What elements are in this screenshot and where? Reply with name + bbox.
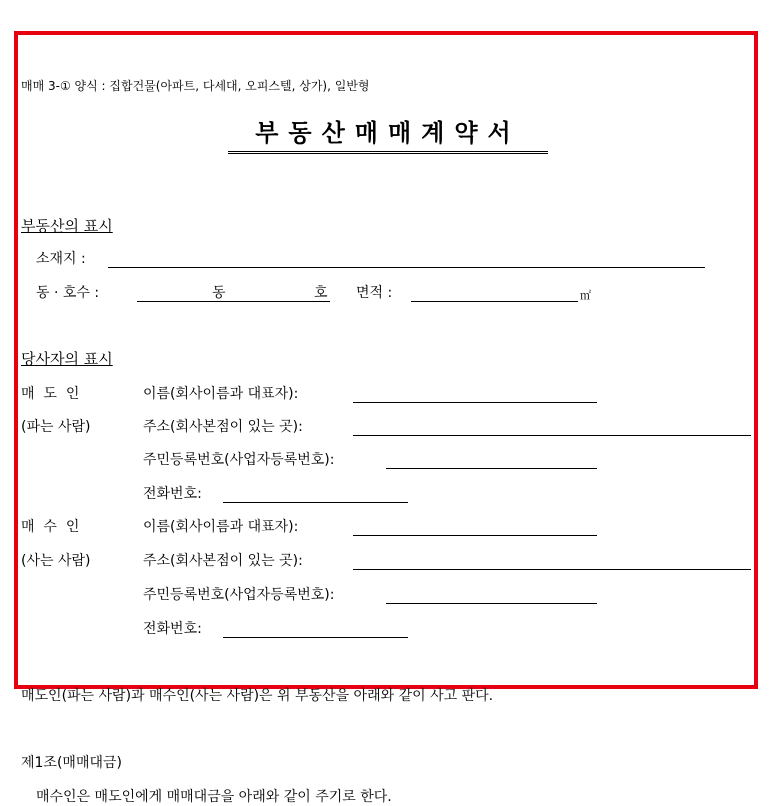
- seller-role-sub: (파는 사람): [21, 419, 91, 435]
- agreement-text: 매도인(파는 사람)과 매수인(사는 사람)은 위 부동산을 아래와 같이 사고 판다.: [21, 688, 494, 704]
- dong-label: 동: [212, 285, 226, 301]
- buyer-address-label: 주소(회사본점이 있는 곳):: [143, 553, 303, 569]
- area-label: 면적 :: [356, 285, 393, 301]
- buyer-name-label: 이름(회사이름과 대표자):: [143, 519, 299, 535]
- form-note: 매매 3-① 양식 : 집합건물(아파트, 다세대, 오피스텔, 상가), 일반형: [21, 79, 370, 93]
- buyer-id-label: 주민등록번호(사업자등록번호):: [143, 587, 335, 603]
- document-title: 부동산매매계약서: [228, 118, 548, 154]
- buyer-id-field[interactable]: [386, 603, 597, 604]
- seller-address-field[interactable]: [353, 435, 751, 436]
- ho-label: 호: [314, 285, 328, 301]
- unit-label: 동 · 호수 :: [36, 285, 100, 301]
- article1-title: 제1조(매매대금): [21, 755, 122, 771]
- property-heading: 부동산의 표시: [21, 217, 113, 235]
- seller-role: 매 도 인: [21, 386, 80, 402]
- seller-address-label: 주소(회사본점이 있는 곳):: [143, 419, 303, 435]
- buyer-address-field[interactable]: [353, 569, 751, 570]
- buyer-role-sub: (사는 사람): [21, 553, 91, 569]
- seller-phone-field[interactable]: [223, 502, 408, 503]
- buyer-name-field[interactable]: [353, 535, 597, 536]
- area-field[interactable]: [411, 301, 578, 302]
- seller-name-field[interactable]: [353, 402, 597, 403]
- buyer-phone-label: 전화번호:: [143, 621, 202, 637]
- article1-text: 매수인은 매도인에게 매매대금을 아래와 같이 주기로 한다.: [36, 789, 392, 805]
- seller-name-label: 이름(회사이름과 대표자):: [143, 386, 299, 402]
- unit-field[interactable]: [137, 301, 330, 302]
- seller-id-label: 주민등록번호(사업자등록번호):: [143, 452, 335, 468]
- buyer-phone-field[interactable]: [223, 637, 408, 638]
- seller-phone-label: 전화번호:: [143, 486, 202, 502]
- parties-heading: 당사자의 표시: [21, 350, 113, 368]
- location-field[interactable]: [108, 267, 705, 268]
- buyer-role: 매 수 인: [21, 519, 80, 535]
- area-unit: ㎡: [580, 289, 591, 302]
- seller-id-field[interactable]: [386, 468, 597, 469]
- location-label: 소재지 :: [36, 251, 86, 267]
